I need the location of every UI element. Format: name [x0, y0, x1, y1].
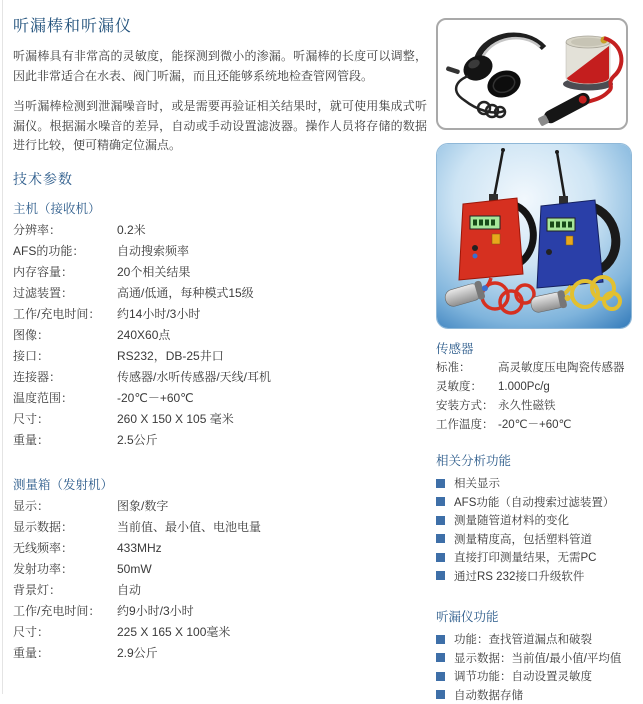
spec-value: 0.2米 [117, 220, 427, 241]
spec-value: 240X60点 [117, 325, 427, 346]
receiver-spec-table [13, 220, 427, 451]
listening-stick-handle [536, 91, 592, 128]
list-item [436, 493, 642, 512]
spec-value: 260 X 150 X 105 毫米 [117, 409, 427, 430]
spec-value: 约9小时/3小时 [117, 601, 427, 622]
spec-row [13, 304, 427, 325]
spec-row [436, 378, 638, 397]
spec-row [13, 601, 427, 622]
page-title: 听漏棒和听漏仪 [13, 13, 427, 36]
detector-feature-list [436, 630, 642, 704]
spec-row [13, 241, 427, 262]
list-item [436, 649, 642, 668]
list-item-label: AFS功能（自动搜索过滤装置） [454, 494, 614, 510]
spec-row [13, 538, 427, 559]
spec-value: 225 X 165 X 100毫米 [117, 622, 427, 643]
receiver-section-heading: 主机（接收机） [13, 199, 427, 217]
page-left-border [2, 0, 3, 694]
spec-value: 高通/低通，每种模式15级 [117, 283, 427, 304]
headphones [446, 35, 544, 117]
list-item-label: 测量随管道材料的变化 [454, 512, 569, 528]
bullet-square-icon [436, 534, 445, 543]
spec-value: 50mW [117, 559, 427, 580]
spec-row [13, 262, 427, 283]
sidebar-column [436, 0, 638, 704]
list-item-label: 显示数据：当前值/最小值/平均值 [454, 650, 621, 666]
spec-label: 过滤装置： [13, 283, 117, 304]
list-item-label: 通过RS 232接口升级软件 [454, 568, 584, 584]
spec-label: 重量： [13, 643, 117, 664]
list-item [436, 474, 642, 493]
bullet-square-icon [436, 653, 445, 662]
spec-row [436, 416, 638, 435]
spec-label: 显示数据： [13, 517, 117, 538]
spec-value: 永久性磁铁 [498, 397, 638, 416]
spec-row [13, 496, 427, 517]
spec-row [13, 559, 427, 580]
product-photo-transmitters-frame [436, 143, 632, 329]
main-content-column [13, 0, 427, 664]
spec-label: 尺寸： [13, 622, 117, 643]
product-photo-headphones-frame [436, 18, 628, 130]
sensor-section-heading: 传感器 [436, 339, 638, 357]
spec-value: 图象/数字 [117, 496, 427, 517]
spec-label: 发射功率： [13, 559, 117, 580]
spec-label: 重量： [13, 430, 117, 451]
spec-label: 尺寸： [13, 409, 117, 430]
spec-row [13, 388, 427, 409]
spec-value: 当前值、最小值、电池电量 [117, 517, 427, 538]
bullet-square-icon [436, 497, 445, 506]
list-item [436, 548, 642, 567]
spec-value: 433MHz [117, 538, 427, 559]
list-item-label: 直接打印测量结果，无需PC [454, 549, 596, 565]
spec-value: 20个相关结果 [117, 262, 427, 283]
spec-value: 约14小时/3小时 [117, 304, 427, 325]
list-item-label: 调节功能：自动设置灵敏度 [454, 668, 592, 684]
spec-row [13, 220, 427, 241]
bullet-square-icon [436, 635, 445, 644]
spec-label: 内存容量： [13, 262, 117, 283]
spec-label: 连接器： [13, 367, 117, 388]
spec-value: 高灵敏度压电陶瓷传感器 [498, 359, 638, 378]
transmitter-section-heading: 测量箱（发射机） [13, 475, 427, 493]
bullet-square-icon [436, 479, 445, 488]
spec-row [436, 397, 638, 416]
list-item-label: 自动数据存储 [454, 687, 523, 703]
sensor-spec-table [436, 359, 638, 435]
spec-label: 安装方式： [436, 397, 498, 416]
correlation-section-heading: 相关分析功能 [436, 451, 638, 469]
spec-label: 灵敏度： [436, 378, 498, 397]
spec-value: 2.5公斤 [117, 430, 427, 451]
correlation-feature-list [436, 474, 642, 585]
list-item [436, 630, 642, 649]
intro-paragraph-2: 当听漏棒检测到泄漏噪音时，或是需要再验证相关结果时，就可使用集成式听漏仪。根据漏水噪音的差异，自动或手动设置滤波器。操作人员将存储的数据进行比较，便可精确定位漏点。 [13, 97, 427, 156]
bullet-square-icon [436, 553, 445, 562]
spec-label: 接口： [13, 346, 117, 367]
spec-value: 1.000Pc/g [498, 378, 638, 397]
spec-label: 分辨率： [13, 220, 117, 241]
spec-label: 标准： [436, 359, 498, 378]
spec-row [13, 643, 427, 664]
spec-label: 无线频率： [13, 538, 117, 559]
canister [563, 36, 621, 106]
spec-row [13, 580, 427, 601]
transmitter-boxes-photo [437, 144, 631, 328]
headphones-and-listening-stick-photo [438, 20, 626, 128]
spec-label: 背景灯： [13, 580, 117, 601]
spec-row [13, 430, 427, 451]
list-item [436, 567, 642, 586]
spec-label: 显示： [13, 496, 117, 517]
spec-value: -20℃－+60℃ [498, 416, 638, 435]
spec-row [13, 283, 427, 304]
spec-value: 2.9公斤 [117, 643, 427, 664]
list-item [436, 686, 642, 704]
spec-label: 工作/充电时间： [13, 304, 117, 325]
spec-row [13, 325, 427, 346]
spec-value: 自动 [117, 580, 427, 601]
spec-value: RS232，DB-25井口 [117, 346, 427, 367]
list-item-label: 相关显示 [454, 475, 500, 491]
spec-row [436, 359, 638, 378]
bullet-square-icon [436, 571, 445, 580]
bullet-square-icon [436, 516, 445, 525]
spec-row [13, 367, 427, 388]
intro-paragraph-1: 听漏棒具有非常高的灵敏度，能探测到微小的渗漏。听漏棒的长度可以调整，因此非常适合在水表、阀门听漏，而且还能够系统地检查管网管段。 [13, 47, 427, 86]
spec-label: 工作/充电时间： [13, 601, 117, 622]
spec-value: 传感器/水听传感器/天线/耳机 [117, 367, 427, 388]
tech-params-heading: 技术参数 [13, 169, 427, 189]
spec-value: -20℃－+60℃ [117, 388, 427, 409]
spec-label: 温度范围： [13, 388, 117, 409]
spec-row [13, 622, 427, 643]
spec-row [13, 409, 427, 430]
spec-row [13, 346, 427, 367]
list-item-label: 测量精度高，包括塑料管道 [454, 531, 592, 547]
bullet-square-icon [436, 672, 445, 681]
list-item [436, 530, 642, 549]
spec-label: 工作温度： [436, 416, 498, 435]
list-item [436, 667, 642, 686]
spec-label: 图像： [13, 325, 117, 346]
detector-section-heading: 听漏仪功能 [436, 607, 638, 625]
spec-value: 自动搜索频率 [117, 241, 427, 262]
spec-label: AFS的功能： [13, 241, 117, 262]
list-item-label: 功能：查找管道漏点和破裂 [454, 631, 592, 647]
transmitter-spec-table [13, 496, 427, 664]
list-item [436, 511, 642, 530]
bullet-square-icon [436, 690, 445, 699]
spec-row [13, 517, 427, 538]
